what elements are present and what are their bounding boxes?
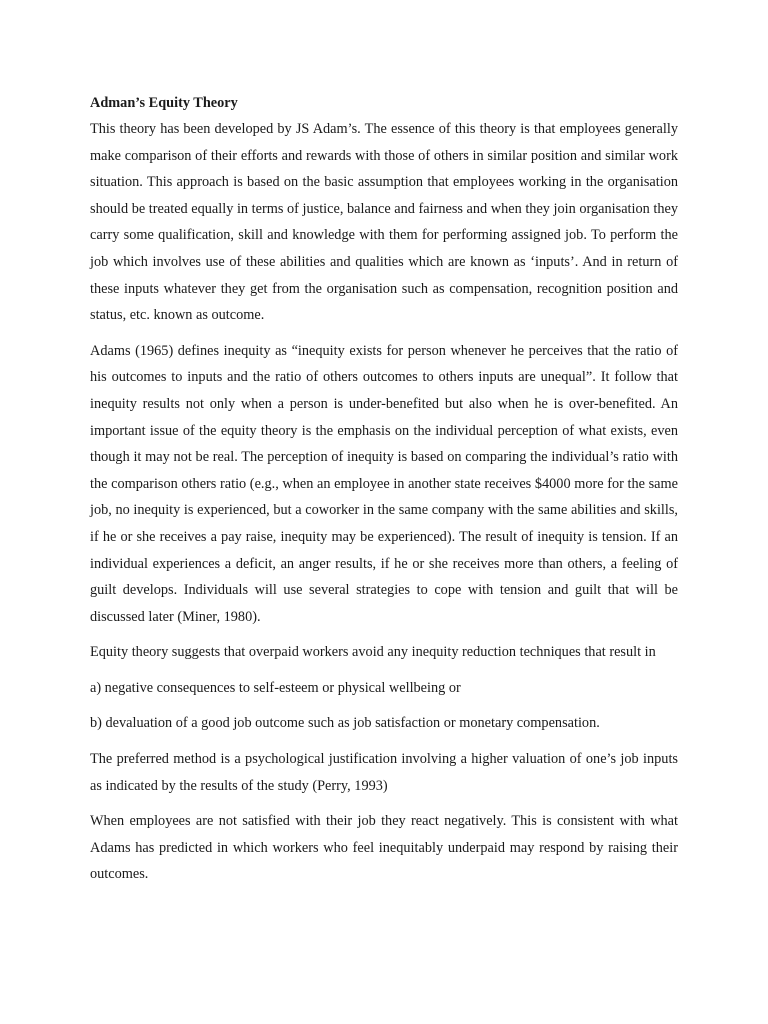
- document-title: Adman’s Equity Theory: [90, 95, 238, 111]
- document-body: [90, 92, 678, 897]
- paragraph-introduction: This theory has been developed by JS Adam’s. The essence of this theory is that employees generally make comparison of their efforts and rewards with those of others in similar position and similar work situation. This approach is based on the basic assumption that employees working in the organisation should be treated equally in terms of justice, balance and fairness and when they join organisation they carry some qualification, skill and knowledge with them for performing assigned job. To perform the job which involves use of these abilities and qualities which are known as ‘inputs’. And in return of these inputs whatever they get from the organisation such as compensation, recognition position and status, etc. known as outcome.: [90, 121, 678, 324]
- list-item-a: a) negative consequences to self-esteem or physical wellbeing or: [90, 679, 461, 696]
- paragraph-inequity-definition: Adams (1965) defines inequity as “inequity exists for person whenever he perceives that the ratio of his outcomes to inputs and the ratio of others outcomes to others inputs are unequal”. It follow that inequity results not only when a person is under-benefited but also when he is over-benefited. An important issue of the equity theory is the emphasis on the individual perception of what exists, even though it may not be real. The perception of inequity is based on comparing the individual’s ratio with the comparison others ratio (e.g., when an employee in another state receives $4000 more for the same job, no inequity is experienced, but a coworker in the same company with the same abilities and skills, if he or she receives a pay raise, inequity may be experienced). The result of inequity is tension. If an individual experiences a deficit, an anger results, if he or she receives more than others, a feeling of guilt develops. Individuals will use several strategies to cope with tension and guilt that will be discussed later (Miner, 1980).: [90, 342, 678, 625]
- paragraph-overpaid-workers: Equity theory suggests that overpaid workers avoid any inequity reduction techniques that result in: [90, 644, 656, 661]
- list-item-b: b) devaluation of a good job outcome such as job satisfaction or monetary compensation.: [90, 715, 600, 732]
- paragraph-employee-reaction: When employees are not satisfied with their job they react negatively. This is consistent with what Adams has predicted in which workers who feel inequitably underpaid may respond by raising their outcomes.: [90, 813, 678, 883]
- paragraph-preferred-method: The preferred method is a psychological justification involving a higher valuation of one’s job inputs as indicated by the results of the study (Perry, 1993): [90, 751, 678, 794]
